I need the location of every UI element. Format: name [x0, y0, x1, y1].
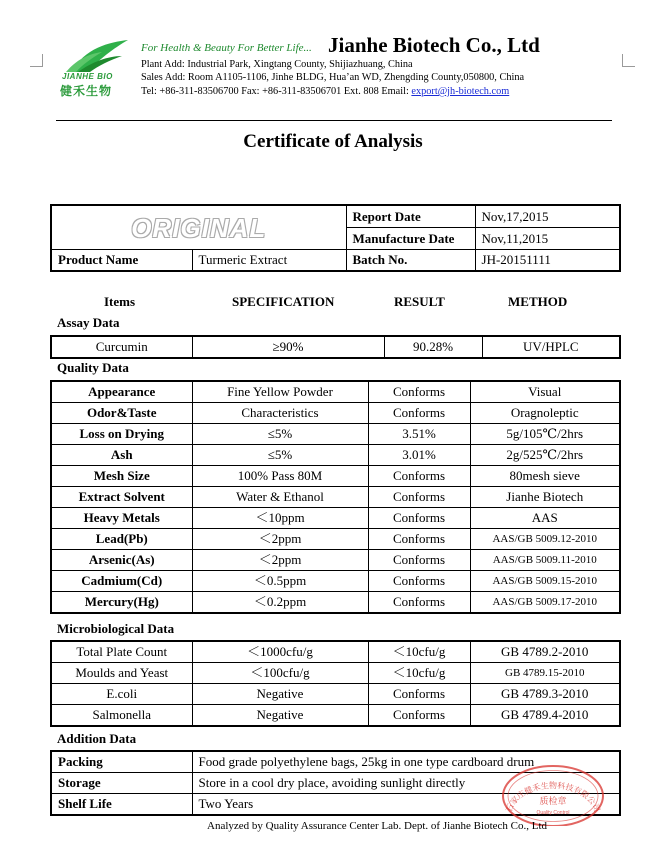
corner-mark-right	[622, 54, 635, 67]
product-name-label: Product Name	[51, 250, 192, 272]
quality-result: Conforms	[368, 381, 470, 403]
quality-item: Mercury(Hg)	[51, 592, 192, 614]
table-row	[51, 403, 620, 424]
table-row	[51, 381, 620, 403]
batch-value: JH-20151111	[475, 250, 620, 272]
micro-result: ＜10cfu/g	[368, 641, 470, 663]
quality-control-stamp-icon	[500, 760, 606, 826]
quality-item: Odor&Taste	[51, 403, 192, 424]
table-row	[51, 705, 620, 727]
quality-method: 2g/525℃/2hrs	[470, 445, 620, 466]
quality-result: Conforms	[368, 592, 470, 614]
quality-item: Ash	[51, 445, 192, 466]
quality-method: AAS	[470, 508, 620, 529]
product-name-value: Turmeric Extract	[192, 250, 346, 272]
addition-label: Shelf Life	[51, 794, 192, 816]
micro-item: Total Plate Count	[51, 641, 192, 663]
assay-item: Curcumin	[51, 336, 192, 358]
quality-method: Jianhe Biotech	[470, 487, 620, 508]
assay-heading: Assay Data	[57, 315, 120, 330]
micro-method: GB 4789.2-2010	[470, 641, 620, 663]
quality-spec: ＜10ppm	[192, 508, 368, 529]
addition-label: Packing	[51, 751, 192, 773]
micro-method: GB 4789.3-2010	[470, 684, 620, 705]
table-row	[51, 641, 620, 663]
table-row	[51, 592, 620, 614]
addition-heading: Addition Data	[57, 731, 137, 746]
company-name: Jianhe Biotech Co., Ltd	[328, 33, 540, 57]
table-row	[51, 529, 620, 550]
table-row	[51, 466, 620, 487]
micro-heading: Microbiological Data	[57, 621, 175, 636]
micro-spec: ＜1000cfu/g	[192, 641, 368, 663]
quality-spec: Fine Yellow Powder	[192, 381, 368, 403]
quality-spec: ＜0.2ppm	[192, 592, 368, 614]
micro-spec: Negative	[192, 684, 368, 705]
email-link[interactable]: export@jh-biotech.com	[411, 86, 510, 97]
quality-spec: ＜0.5ppm	[192, 571, 368, 592]
table-row	[51, 445, 620, 466]
quality-result: 3.51%	[368, 424, 470, 445]
table-row	[51, 571, 620, 592]
quality-table	[50, 380, 621, 614]
report-date-label: Report Date	[346, 205, 475, 228]
document-title: Certificate of Analysis	[243, 131, 423, 152]
quality-method: AAS/GB 5009.15-2010	[470, 571, 620, 592]
table-row	[51, 550, 620, 571]
quality-result: 3.01%	[368, 445, 470, 466]
column-header-items: Items	[104, 294, 136, 309]
assay-spec: ≥90%	[192, 336, 384, 358]
corner-mark-left	[30, 54, 43, 67]
micro-method: GB 4789.15-2010	[470, 663, 620, 684]
quality-spec: Characteristics	[192, 403, 368, 424]
quality-result: Conforms	[368, 571, 470, 592]
batch-label: Batch No.	[346, 250, 475, 272]
quality-result: Conforms	[368, 403, 470, 424]
addition-value: Food grade polyethylene bags, 25kg in one type cardboard drum	[192, 751, 620, 773]
quality-item: Extract Solvent	[51, 487, 192, 508]
manufacture-date-value: Nov,11,2015	[475, 228, 620, 250]
info-table	[50, 204, 621, 272]
addition-label: Storage	[51, 773, 192, 794]
column-header-result: RESULT	[394, 294, 445, 309]
quality-method: AAS/GB 5009.17-2010	[470, 592, 620, 614]
plant-address: Plant Add: Industrial Park, Xingtang County, Shijiazhuang, China	[141, 59, 413, 70]
table-row	[51, 487, 620, 508]
quality-method: AAS/GB 5009.11-2010	[470, 550, 620, 571]
sales-address: Sales Add: Room A1105-1106, Jinhe BLDG, Hua’an WD, Zhengding County,050800, China	[141, 72, 525, 83]
stamp-arc-text: 石家庄健禾生物科技有限公司	[504, 781, 602, 814]
quality-method: 5g/105℃/2hrs	[470, 424, 620, 445]
micro-table	[50, 640, 621, 727]
quality-method: 80mesh sieve	[470, 466, 620, 487]
quality-spec: ≤5%	[192, 424, 368, 445]
column-header-method: METHOD	[508, 294, 568, 309]
quality-result: Conforms	[368, 508, 470, 529]
manufacture-date-label: Manufacture Date	[346, 228, 475, 250]
assay-table	[50, 335, 621, 359]
quality-item: Appearance	[51, 381, 192, 403]
logo-brand-cn: 健禾生物	[60, 84, 113, 98]
micro-item: E.coli	[51, 684, 192, 705]
quality-method: Oragnoleptic	[470, 403, 620, 424]
column-header-specification: SPECIFICATION	[232, 294, 335, 309]
addition-value: Two Years	[192, 794, 620, 816]
contact-line	[141, 85, 509, 98]
addition-value: Store in a cool dry place, avoiding sunlight directly	[192, 773, 620, 794]
assay-result: 90.28%	[384, 336, 482, 358]
micro-spec: ＜100cfu/g	[192, 663, 368, 684]
stamp-bottom-text: Quality Control	[536, 810, 570, 816]
quality-item: Heavy Metals	[51, 508, 192, 529]
quality-item: Lead(Pb)	[51, 529, 192, 550]
micro-method: GB 4789.4-2010	[470, 705, 620, 727]
quality-result: Conforms	[368, 550, 470, 571]
logo-brand-en: JIANHE BIO	[62, 72, 113, 81]
quality-spec: ＜2ppm	[192, 550, 368, 571]
micro-result: Conforms	[368, 705, 470, 727]
quality-item: Loss on Drying	[51, 424, 192, 445]
report-date-value: Nov,17,2015	[475, 205, 620, 228]
quality-method: Visual	[470, 381, 620, 403]
quality-heading: Quality Data	[57, 360, 129, 375]
table-row	[51, 424, 620, 445]
table-row	[51, 663, 620, 684]
table-row	[51, 508, 620, 529]
micro-result: ＜10cfu/g	[368, 663, 470, 684]
table-row	[51, 684, 620, 705]
quality-result: Conforms	[368, 487, 470, 508]
quality-item: Cadmium(Cd)	[51, 571, 192, 592]
original-watermark: ORIGINAL	[51, 205, 346, 250]
micro-item: Moulds and Yeast	[51, 663, 192, 684]
table-row	[51, 336, 620, 358]
assay-method: UV/HPLC	[482, 336, 620, 358]
stamp-center-text: 质检章	[539, 797, 567, 807]
quality-spec: 100% Pass 80M	[192, 466, 368, 487]
micro-spec: Negative	[192, 705, 368, 727]
quality-item: Arsenic(As)	[51, 550, 192, 571]
quality-method: AAS/GB 5009.12-2010	[470, 529, 620, 550]
slogan: For Health & Beauty For Better Life...	[141, 42, 312, 54]
quality-result: Conforms	[368, 466, 470, 487]
quality-spec: ≤5%	[192, 445, 368, 466]
micro-result: Conforms	[368, 684, 470, 705]
micro-item: Salmonella	[51, 705, 192, 727]
header-divider	[56, 120, 612, 121]
quality-spec: ＜2ppm	[192, 529, 368, 550]
quality-result: Conforms	[368, 529, 470, 550]
contact-text: Tel: +86-311-83506700 Fax: +86-311-83506701 Ext. 808 Email:	[141, 86, 412, 97]
footer-note: Analyzed by Quality Assurance Center Lab. Dept. of Jianhe Biotech Co., Ltd	[207, 820, 547, 832]
quality-spec: Water & Ethanol	[192, 487, 368, 508]
quality-item: Mesh Size	[51, 466, 192, 487]
